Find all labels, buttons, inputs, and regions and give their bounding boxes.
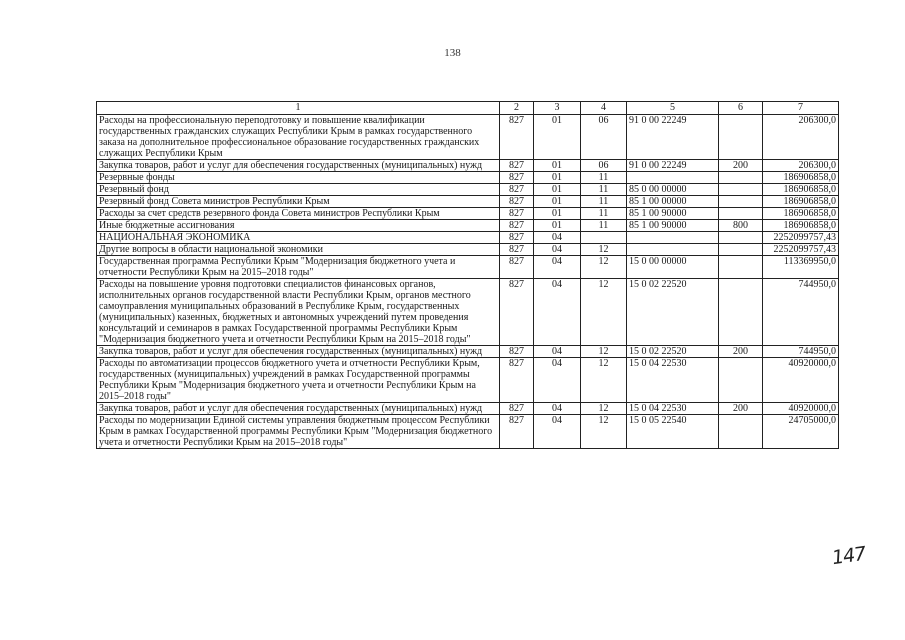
subsection-code: 12 — [581, 346, 627, 358]
target-article-code: 15 0 04 22530 — [627, 358, 719, 403]
subsection-code: 11 — [581, 172, 627, 184]
expense-type-code: 200 — [719, 160, 763, 172]
subsection-code: 06 — [581, 115, 627, 160]
section-code: 04 — [534, 279, 581, 346]
row-description: Расходы за счет средств резервного фонда Совета министров Республики Крым — [97, 208, 500, 220]
row-description: Другие вопросы в области национальной экономики — [97, 244, 500, 256]
table-row — [97, 196, 839, 208]
table-row — [97, 256, 839, 279]
section-code: 04 — [534, 358, 581, 403]
target-article-code — [627, 232, 719, 244]
section-code: 04 — [534, 232, 581, 244]
section-code: 01 — [534, 115, 581, 160]
target-article-code: 91 0 00 22249 — [627, 115, 719, 160]
header-row — [97, 102, 839, 115]
section-code: 01 — [534, 184, 581, 196]
section-code: 04 — [534, 346, 581, 358]
table-row — [97, 184, 839, 196]
amount-value: 186906858,0 — [763, 196, 839, 208]
page-number: 138 — [444, 47, 461, 59]
expense-type-code — [719, 256, 763, 279]
target-article-code — [627, 172, 719, 184]
subsection-code: 11 — [581, 208, 627, 220]
table-row — [97, 346, 839, 358]
amount-value: 2252099757,43 — [763, 232, 839, 244]
row-description: Резервный фонд Совета министров Республики Крым — [97, 196, 500, 208]
ministry-code: 827 — [500, 232, 534, 244]
amount-value: 186906858,0 — [763, 172, 839, 184]
table-row — [97, 115, 839, 160]
target-article-code: 85 1 00 90000 — [627, 220, 719, 232]
expense-type-code — [719, 208, 763, 220]
expense-type-code — [719, 415, 763, 449]
header-cell: 4 — [581, 102, 627, 115]
subsection-code: 12 — [581, 358, 627, 403]
header-cell: 2 — [500, 102, 534, 115]
row-description: Закупка товаров, работ и услуг для обеспечения государственных (муниципальных) нужд — [97, 346, 500, 358]
table-row — [97, 279, 839, 346]
row-description: Закупка товаров, работ и услуг для обеспечения государственных (муниципальных) нужд — [97, 160, 500, 172]
expense-type-code: 200 — [719, 403, 763, 415]
amount-value: 744950,0 — [763, 346, 839, 358]
target-article-code: 15 0 02 22520 — [627, 279, 719, 346]
subsection-code: 11 — [581, 196, 627, 208]
expense-type-code — [719, 358, 763, 403]
ministry-code: 827 — [500, 160, 534, 172]
subsection-code: 11 — [581, 220, 627, 232]
header-cell: 3 — [534, 102, 581, 115]
handwritten-page-mark: 147 — [830, 542, 867, 570]
ministry-code: 827 — [500, 415, 534, 449]
expense-type-code — [719, 184, 763, 196]
target-article-code — [627, 244, 719, 256]
subsection-code: 12 — [581, 403, 627, 415]
row-description: Расходы по автоматизации процессов бюджетного учета и отчетности Республики Крым, государственных (муниципальных) учреждений в рамках Государственной программы Республики Крым "Модернизация бюджетного учета и отчетности Республики Крым на 2015–2018 годы" — [97, 358, 500, 403]
row-description: Расходы на повышение уровня подготовки специалистов финансовых органов, исполнительных органов государственной власти Республики Крым, органов местного самоуправления муниципальных образований в Республике Крым, государственных (муниципальных) казенных, бюджетных и автономных учреждений путем проведения консультаций и семинаров в рамках Государственной программы Республики Крым "Модернизация бюджетного учета и отчетности Республики Крым на 2015–2018 годы" — [97, 279, 500, 346]
subsection-code: 12 — [581, 415, 627, 449]
expense-type-code — [719, 115, 763, 160]
section-code: 04 — [534, 415, 581, 449]
subsection-code: 06 — [581, 160, 627, 172]
amount-value: 186906858,0 — [763, 220, 839, 232]
target-article-code: 85 0 00 00000 — [627, 184, 719, 196]
amount-value: 206300,0 — [763, 160, 839, 172]
amount-value: 206300,0 — [763, 115, 839, 160]
table-row — [97, 232, 839, 244]
row-description: НАЦИОНАЛЬНАЯ ЭКОНОМИКА — [97, 232, 500, 244]
ministry-code: 827 — [500, 256, 534, 279]
expense-type-code — [719, 196, 763, 208]
section-code: 04 — [534, 244, 581, 256]
subsection-code: 12 — [581, 244, 627, 256]
target-article-code: 85 1 00 90000 — [627, 208, 719, 220]
table-row — [97, 403, 839, 415]
ministry-code: 827 — [500, 403, 534, 415]
table-row — [97, 220, 839, 232]
section-code: 01 — [534, 220, 581, 232]
row-description: Государственная программа Республики Крым "Модернизация бюджетного учета и отчетности Республики Крым на 2015–2018 годы" — [97, 256, 500, 279]
amount-value: 2252099757,43 — [763, 244, 839, 256]
amount-value: 40920000,0 — [763, 403, 839, 415]
ministry-code: 827 — [500, 115, 534, 160]
section-code: 04 — [534, 403, 581, 415]
section-code: 01 — [534, 196, 581, 208]
expense-type-code — [719, 172, 763, 184]
subsection-code — [581, 232, 627, 244]
expense-type-code: 800 — [719, 220, 763, 232]
table-row — [97, 208, 839, 220]
amount-value: 186906858,0 — [763, 208, 839, 220]
section-code: 01 — [534, 172, 581, 184]
amount-value: 744950,0 — [763, 279, 839, 346]
ministry-code: 827 — [500, 172, 534, 184]
amount-value: 40920000,0 — [763, 358, 839, 403]
row-description: Резервный фонд — [97, 184, 500, 196]
amount-value: 24705000,0 — [763, 415, 839, 449]
row-description: Резервные фонды — [97, 172, 500, 184]
amount-value: 186906858,0 — [763, 184, 839, 196]
table-row — [97, 358, 839, 403]
table-row — [97, 160, 839, 172]
amount-value: 113369950,0 — [763, 256, 839, 279]
expense-type-code: 200 — [719, 346, 763, 358]
budget-table — [96, 101, 839, 449]
subsection-code: 12 — [581, 279, 627, 346]
expense-type-code — [719, 232, 763, 244]
ministry-code: 827 — [500, 184, 534, 196]
row-description: Расходы на профессиональную переподготовку и повышение квалификации государственных гражданских служащих Республики Крым в рамках государственного заказа на дополнительное профессиональное образование государственных гражданских служащих Республики Крым — [97, 115, 500, 160]
ministry-code: 827 — [500, 358, 534, 403]
ministry-code: 827 — [500, 220, 534, 232]
row-description: Иные бюджетные ассигнования — [97, 220, 500, 232]
ministry-code: 827 — [500, 279, 534, 346]
subsection-code: 11 — [581, 184, 627, 196]
section-code: 01 — [534, 208, 581, 220]
target-article-code: 91 0 00 22249 — [627, 160, 719, 172]
subsection-code: 12 — [581, 256, 627, 279]
row-description: Закупка товаров, работ и услуг для обеспечения государственных (муниципальных) нужд — [97, 403, 500, 415]
target-article-code: 15 0 00 00000 — [627, 256, 719, 279]
table-row — [97, 172, 839, 184]
section-code: 04 — [534, 256, 581, 279]
target-article-code: 15 0 02 22520 — [627, 346, 719, 358]
target-article-code: 85 1 00 00000 — [627, 196, 719, 208]
row-description: Расходы по модернизации Единой системы управления бюджетным процессом Республики Крым в рамках Государственной программы Республики Крым "Модернизация бюджетного учета и отчетности Республики Крым на 2015–2018 годы" — [97, 415, 500, 449]
target-article-code: 15 0 04 22530 — [627, 403, 719, 415]
target-article-code: 15 0 05 22540 — [627, 415, 719, 449]
ministry-code: 827 — [500, 346, 534, 358]
ministry-code: 827 — [500, 244, 534, 256]
ministry-code: 827 — [500, 196, 534, 208]
table-row — [97, 244, 839, 256]
ministry-code: 827 — [500, 208, 534, 220]
header-cell: 6 — [719, 102, 763, 115]
table-body — [97, 115, 839, 449]
table-row — [97, 415, 839, 449]
expense-type-code — [719, 244, 763, 256]
expense-type-code — [719, 279, 763, 346]
section-code: 01 — [534, 160, 581, 172]
header-cell: 5 — [627, 102, 719, 115]
header-cell: 7 — [763, 102, 839, 115]
header-cell: 1 — [97, 102, 500, 115]
